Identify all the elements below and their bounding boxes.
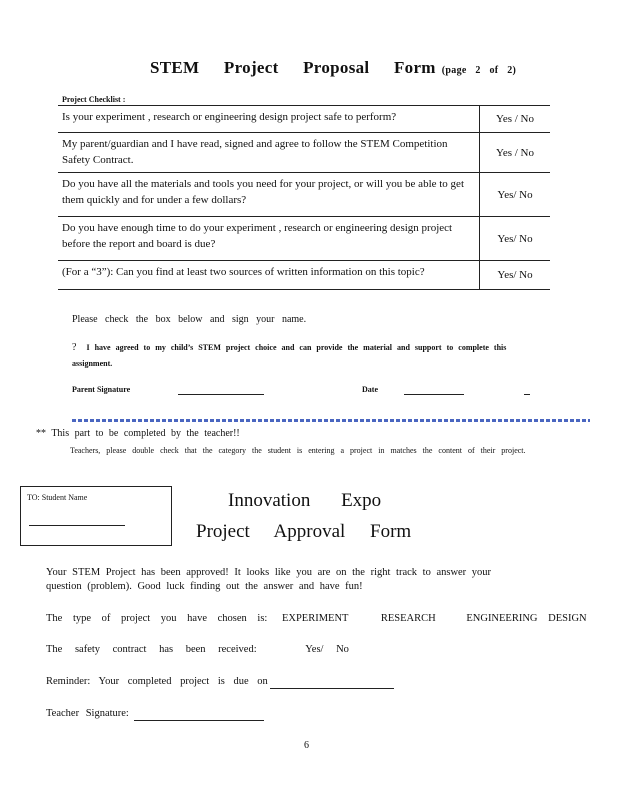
table-row — [58, 217, 550, 261]
checklist-label: Project Checklist : — [62, 95, 126, 104]
checklist-question: Do you have enough time to do your experiment , research or engineering design project before the report and board is due? — [62, 222, 453, 250]
parent-agreement — [72, 340, 512, 372]
teacher-note-text: Teachers, please double check that the category the student is entering a project in matches the content of their project. — [70, 446, 526, 455]
due-date-field[interactable] — [270, 688, 394, 689]
section-divider — [72, 419, 590, 422]
checklist-answer[interactable]: Yes / No — [480, 106, 551, 133]
teacher-signature-row — [46, 708, 129, 719]
student-name-label: TO: Student Name — [27, 493, 88, 502]
project-type-engineering[interactable]: ENGINEERING DESIGN — [466, 613, 587, 624]
checklist-question: My parent/guardian and I have read, signed and agree to follow the STEM Competition Safety Contract. — [62, 138, 448, 166]
table-row — [58, 106, 550, 133]
project-type-label: The type of project you have chosen is: — [46, 613, 268, 624]
safety-contract-label: The safety contract has been received: — [46, 644, 257, 655]
project-type-research[interactable]: RESEARCH — [380, 613, 436, 624]
table-row — [58, 133, 550, 173]
safety-contract-answer[interactable]: Yes/ No — [305, 644, 349, 655]
student-name-box — [20, 486, 172, 546]
checklist-answer[interactable]: Yes/ No — [480, 173, 551, 217]
approval-message: Your STEM Project has been approved! It looks like you are on the right track to answer your question (problem). Good luck finding out the answer and have fun! — [46, 567, 492, 592]
title-text: STEM Project Proposal Form — [150, 58, 436, 77]
project-checklist-table — [58, 105, 550, 290]
checklist-answer[interactable]: Yes / No — [480, 133, 551, 173]
safety-contract-row — [46, 644, 349, 655]
date-field[interactable] — [404, 394, 464, 395]
parent-signature-label: Parent Signature — [72, 385, 131, 394]
checklist-question: Is your experiment , research or engineering design project safe to perform? — [62, 111, 397, 123]
date-row — [362, 385, 378, 394]
teacher-signature-label: Teacher Signature: — [46, 708, 129, 719]
checklist-answer[interactable]: Yes/ No — [480, 217, 551, 261]
page-number: 6 — [304, 740, 309, 751]
expo-title: Innovation Expo — [228, 490, 382, 511]
checklist-question: (For a “3”): Can you find at least two sources of written information on this topic? — [62, 266, 425, 278]
agreement-checkbox[interactable]: ? — [72, 342, 77, 353]
checklist-question: Do you have all the materials and tools you need for your project, or will you be able to get them quickly and for under a few dollars? — [62, 178, 464, 206]
form-title — [150, 58, 516, 78]
parent-signature-row — [72, 385, 130, 394]
teacher-signature-field[interactable] — [134, 720, 264, 721]
project-type-row — [46, 613, 587, 624]
reminder-row — [46, 676, 268, 687]
parent-signature-field[interactable] — [178, 394, 264, 395]
agreement-text: I have agreed to my child’s STEM project choice and can provide the material and support to complete this assignment. — [72, 343, 507, 368]
date-field-tail — [524, 394, 530, 395]
teacher-note — [64, 444, 574, 458]
table-row — [58, 261, 550, 290]
student-name-field[interactable] — [29, 525, 125, 526]
checklist-answer[interactable]: Yes/ No — [480, 261, 551, 290]
project-type-experiment[interactable]: EXPERIMENT — [281, 613, 349, 624]
approval-form-title: Project Approval Form — [196, 521, 412, 542]
page-indicator: (page 2 of 2) — [441, 65, 517, 76]
parent-instruction: Please check the box below and sign your name. — [72, 314, 307, 325]
reminder-label: Reminder: Your completed project is due on — [46, 676, 268, 687]
teacher-section-heading: ** This part to be completed by the teacher!! — [36, 428, 240, 439]
date-label: Date — [362, 385, 378, 394]
table-row — [58, 173, 550, 217]
